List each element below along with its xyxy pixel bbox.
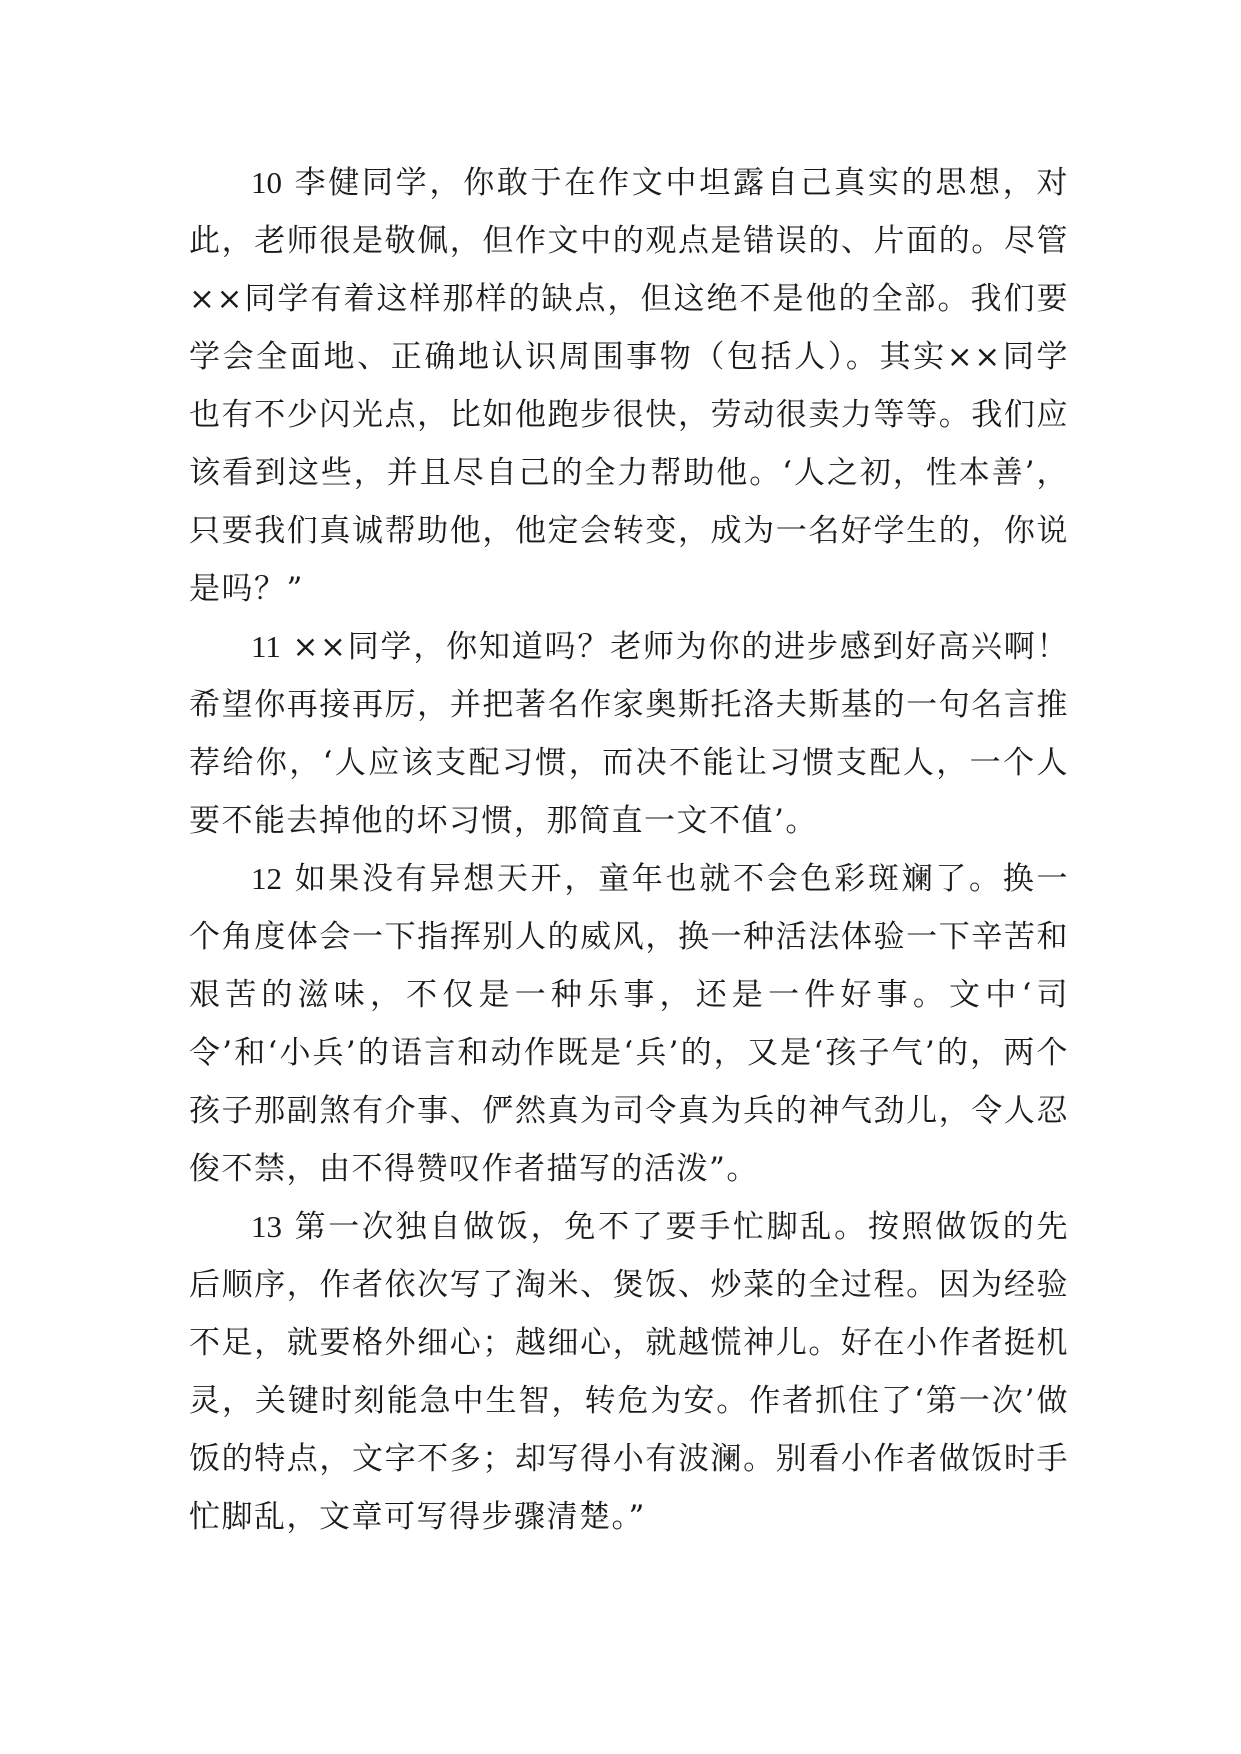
paragraph-text: ××同学，你知道吗？老师为你的进步感到好高兴啊！希望你再接再厉，并把著名作家奥斯托洛夫斯基的一句名言推荐给你，‘人应该支配习惯，而决不能让习惯支配人，一个人要不能去掉他的坏习惯，那简直一文不值’。 (189, 629, 1069, 839)
paragraph-number: 12 (251, 861, 282, 896)
paragraph-text: 李健同学，你敢于在作文中坦露自己真实的思想，对此，老师很是敬佩，但作文中的观点是错误的、片面的。尽管××同学有着这样那样的缺点，但这绝不是他的全部。我们要学会全面地、正确地认识周围事物（包括人）。其实××同学也有不少闪光点，比如他跑步很快，劳动很卖力等等。我们应该看到这些，并且尽自己的全力帮助他。‘人之初，性本善’，只要我们真诚帮助他，他定会转变，成为一名好学生的，你说是吗？” (189, 165, 1069, 607)
paragraph-number: 13 (251, 1209, 282, 1244)
comment-paragraph-10 (189, 154, 1069, 618)
comment-paragraph-13 (189, 1198, 1069, 1546)
document-page (189, 154, 1069, 1546)
comment-paragraph-11 (189, 618, 1069, 850)
comment-paragraph-12 (189, 850, 1069, 1198)
paragraph-text: 如果没有异想天开，童年也就不会色彩斑斓了。换一个角度体会一下指挥别人的威风，换一种活法体验一下辛苦和艰苦的滋味，不仅是一种乐事，还是一件好事。文中‘司令’和‘小兵’的语言和动作既是‘兵’的，又是‘孩子气’的，两个孩子那副煞有介事、俨然真为司令真为兵的神气劲儿，令人忍俊不禁，由不得赞叹作者描写的活泼”。 (189, 861, 1069, 1187)
paragraph-number: 10 (251, 165, 282, 200)
paragraph-number: 11 (251, 629, 281, 664)
paragraph-text: 第一次独自做饭，免不了要手忙脚乱。按照做饭的先后顺序，作者依次写了淘米、煲饭、炒菜的全过程。因为经验不足，就要格外细心；越细心，就越慌神儿。好在小作者挺机灵，关键时刻能急中生智，转危为安。作者抓住了‘第一次’做饭的特点，文字不多；却写得小有波澜。别看小作者做饭时手忙脚乱，文章可写得步骤清楚。” (189, 1209, 1069, 1535)
